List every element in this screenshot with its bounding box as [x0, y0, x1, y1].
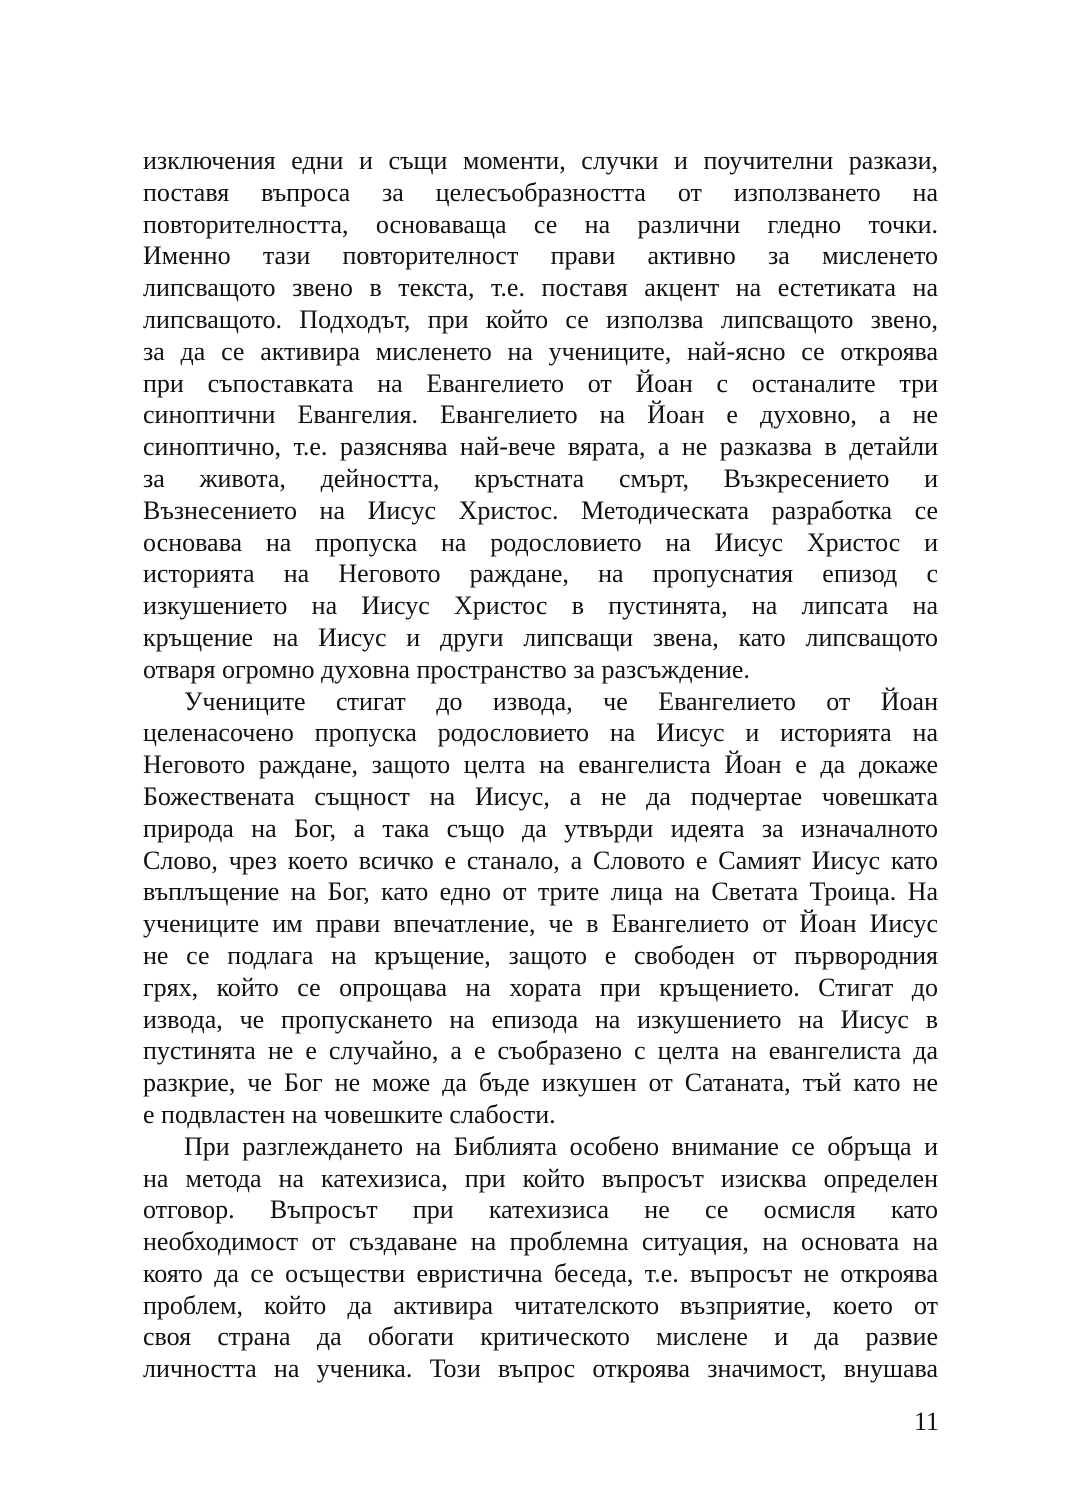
text-line: разкрие, че Бог не може да бъде изкушен от Сатаната, тъй като не	[143, 1068, 938, 1098]
text-line: Божествената същност на Иисус, а не да подчертае човешката	[143, 781, 938, 811]
text-line: историята на Неговото раждане, на пропуснатия епизод с	[143, 559, 938, 589]
text-line: при съпоставката на Евангелието от Йоан с останалите три	[143, 368, 938, 398]
text-line: за живота, дейността, кръстната смърт, Възкресението и	[143, 463, 938, 493]
text-line: Възнесението на Иисус Христос. Методическата разработка се	[143, 495, 938, 525]
paragraph	[143, 1131, 938, 1385]
text-line: липсващото. Подходът, при който се използва липсващото звено,	[143, 304, 938, 334]
text-line: Неговото раждане, защото целта на евангелиста Йоан е да докаже	[143, 750, 938, 780]
text-line: проблем, който да активира читателското възприятие, което от	[143, 1290, 938, 1320]
text-line: своя страна да обогати критическото мислене и да развие	[143, 1322, 938, 1352]
text-line: извода, че пропускането на епизода на изкушението на Иисус в	[143, 1004, 938, 1034]
text-line: на метода на катехизиса, при който въпросът изисква определен	[143, 1163, 938, 1193]
text-line: пустинята не е случайно, а е съобразено с целта на евангелиста да	[143, 1036, 938, 1066]
text-line: целенасочено пропуска родословието на Иисус и историята на	[143, 718, 938, 748]
text-line: изкушението на Иисус Христос в пустинята, на липсата на	[143, 591, 938, 621]
text-line: изключения едни и същи моменти, случки и поучителни разкази,	[143, 146, 938, 175]
text-line: природа на Бог, а така също да утвърди идеята за изначалното	[143, 813, 938, 843]
text-line: При разглеждането на Библията особено внимание се обръща и	[184, 1131, 938, 1161]
text-line: липсващото звено в текста, т.е. поставя акцент на естетиката на	[143, 273, 938, 303]
text-line: учениците им прави впечатление, че в Евангелието от Йоан Иисус	[143, 909, 938, 939]
text-line: необходимост от създаване на проблемна ситуация, на основата на	[143, 1227, 938, 1257]
text-line: отговор. Въпросът при катехизиса не се осмисля като	[143, 1195, 938, 1225]
text-line: е подвластен на човешките слабости.	[143, 1099, 556, 1129]
text-line: поставя въпроса за целесъобразността от използването на	[143, 177, 938, 207]
text-line: Именно тази повторителност прави активно за мисленето	[143, 241, 938, 271]
text-line: основава на пропуска на родословието на Иисус Христос и	[143, 527, 938, 557]
text-line: повторителността, основаваща се на различни гледно точки.	[143, 209, 938, 239]
text-line: Слово, чрез което всичко е станало, а Словото е Самият Иисус като	[143, 845, 938, 875]
paragraph	[143, 686, 938, 1131]
text-line: която да се осъществи евристична беседа, т.е. въпросът не откроява	[143, 1258, 938, 1288]
page-number: 11	[913, 1407, 939, 1436]
text-line: синоптично, т.е. разяснява най-вече вярата, а не разказва в детайли	[143, 432, 938, 462]
text-line: Учениците стигат до извода, че Евангелието от Йоан	[184, 686, 938, 716]
text-line: синоптични Евангелия. Евангелието на Йоан е духовно, а не	[143, 400, 938, 430]
body-text	[143, 145, 938, 1385]
text-line: отваря огромно духовна пространство за разсъждение.	[143, 654, 750, 684]
paragraph	[143, 145, 938, 686]
text-line: личността на ученика. Този въпрос откроява значимост, внушава	[143, 1354, 938, 1384]
text-line: кръщение на Иисус и други липсващи звена, като липсващото	[143, 622, 938, 652]
text-line: за да се активира мисленето на учениците, най-ясно се откроява	[143, 336, 938, 366]
text-line: грях, който се опрощава на хората при кръщението. Стигат до	[143, 972, 938, 1002]
text-line: въплъщение на Бог, като едно от трите лица на Светата Троица. На	[143, 877, 938, 907]
text-line: не се подлага на кръщение, защото е свободен от първородния	[143, 940, 938, 970]
